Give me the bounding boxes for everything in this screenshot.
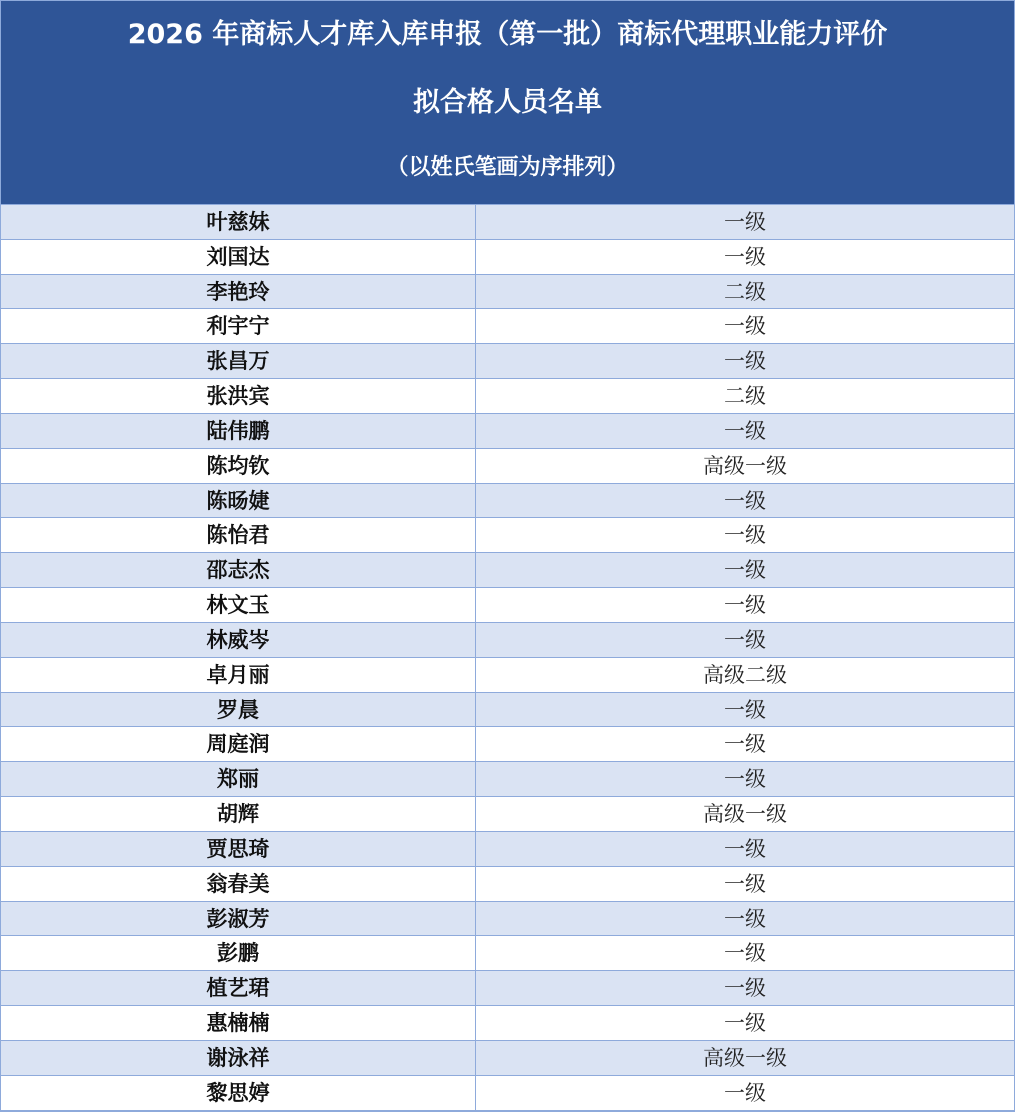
- table-row: [1, 344, 1014, 379]
- person-name-cell: 叶慈妹: [1, 205, 476, 239]
- qualification-level-cell: 一级: [724, 627, 766, 652]
- table-row: [1, 797, 1014, 832]
- qualification-level-cell: 一级: [724, 314, 766, 339]
- qualification-level-cell: 一级: [724, 488, 766, 513]
- person-name-cell: 惠楠楠: [1, 1006, 476, 1040]
- qualification-level-cell: 高级二级: [703, 662, 787, 687]
- person-name-cell: 林文玉: [1, 588, 476, 622]
- person-name-cell: 贾思琦: [1, 832, 476, 866]
- qualification-level-cell: 一级: [724, 941, 766, 966]
- qualification-level-cell: 一级: [724, 767, 766, 792]
- qualification-level-cell: 一级: [724, 732, 766, 757]
- table-row: [1, 1006, 1014, 1041]
- person-name-cell: 胡辉: [1, 797, 476, 831]
- qualification-level-cell: 高级一级: [703, 802, 787, 827]
- qualification-level-cell: 一级: [724, 836, 766, 861]
- qualification-level-cell: 一级: [724, 1011, 766, 1036]
- qualification-level-cell: 一级: [724, 244, 766, 269]
- qualification-level-cell: 一级: [724, 558, 766, 583]
- person-name-cell: 陈旸婕: [1, 484, 476, 518]
- table-row: [1, 240, 1014, 275]
- qualification-level-cell: 一级: [724, 523, 766, 548]
- table-row: [1, 518, 1014, 553]
- qualification-level-cell: 一级: [724, 349, 766, 374]
- table-row: [1, 275, 1014, 310]
- table-row: [1, 414, 1014, 449]
- person-name-cell: 卓月丽: [1, 658, 476, 692]
- table-row: [1, 902, 1014, 937]
- qualification-level-cell: 一级: [724, 976, 766, 1001]
- table-body: [1, 205, 1014, 1111]
- table-row: [1, 832, 1014, 867]
- table-row: [1, 727, 1014, 762]
- table-row: [1, 553, 1014, 588]
- table-row: [1, 867, 1014, 902]
- table-row: [1, 693, 1014, 728]
- qualification-level-cell: 一级: [724, 593, 766, 618]
- person-name-cell: 周庭润: [1, 727, 476, 761]
- person-name-cell: 植艺珺: [1, 971, 476, 1005]
- table-row: [1, 588, 1014, 623]
- person-name-cell: 林威岑: [1, 623, 476, 657]
- person-name-cell: 罗晨: [1, 693, 476, 727]
- person-name-cell: 黎思婷: [1, 1076, 476, 1110]
- table-row: [1, 658, 1014, 693]
- table-row: [1, 379, 1014, 414]
- person-name-cell: 陈均钦: [1, 449, 476, 483]
- person-name-cell: 翁春美: [1, 867, 476, 901]
- person-name-cell: 谢泳祥: [1, 1041, 476, 1075]
- person-name-cell: 李艳玲: [1, 275, 476, 309]
- table-header: [1, 1, 1014, 205]
- qualification-level-cell: 一级: [724, 871, 766, 896]
- table-row: [1, 309, 1014, 344]
- person-name-cell: 陆伟鹏: [1, 414, 476, 448]
- table-row: [1, 449, 1014, 484]
- qualification-level-cell: 二级: [724, 279, 766, 304]
- qualification-level-cell: 一级: [724, 418, 766, 443]
- person-name-cell: 邵志杰: [1, 553, 476, 587]
- person-name-cell: 利宇宁: [1, 309, 476, 343]
- person-name-cell: 刘国达: [1, 240, 476, 274]
- person-name-cell: 陈怡君: [1, 518, 476, 552]
- person-name-cell: 彭鹏: [1, 936, 476, 970]
- table-row: [1, 484, 1014, 519]
- qualification-level-cell: 一级: [724, 1080, 766, 1105]
- table-row: [1, 762, 1014, 797]
- person-name-cell: 郑丽: [1, 762, 476, 796]
- table-row: [1, 936, 1014, 971]
- qualification-level-cell: 一级: [724, 906, 766, 931]
- page-subtitle: （以姓氏笔画为序排列）: [386, 155, 629, 180]
- qualification-level-cell: 高级一级: [703, 453, 787, 478]
- page-title: 2026 年商标人才库入库申报（第一批）商标代理职业能力评价: [127, 19, 888, 50]
- qualification-level-cell: 高级一级: [703, 1045, 787, 1070]
- qualification-level-cell: 二级: [724, 384, 766, 409]
- person-name-cell: 彭淑芳: [1, 902, 476, 936]
- table-row: [1, 623, 1014, 658]
- page-title-secondary: 拟合格人员名单: [413, 87, 602, 118]
- table-row: [1, 1076, 1014, 1111]
- table-row: [1, 205, 1014, 240]
- person-name-cell: 张洪宾: [1, 379, 476, 413]
- qualification-level-cell: 一级: [724, 210, 766, 234]
- person-name-cell: 张昌万: [1, 344, 476, 378]
- table-row: [1, 971, 1014, 1006]
- table-row: [1, 1041, 1014, 1076]
- qualification-level-cell: 一级: [724, 697, 766, 722]
